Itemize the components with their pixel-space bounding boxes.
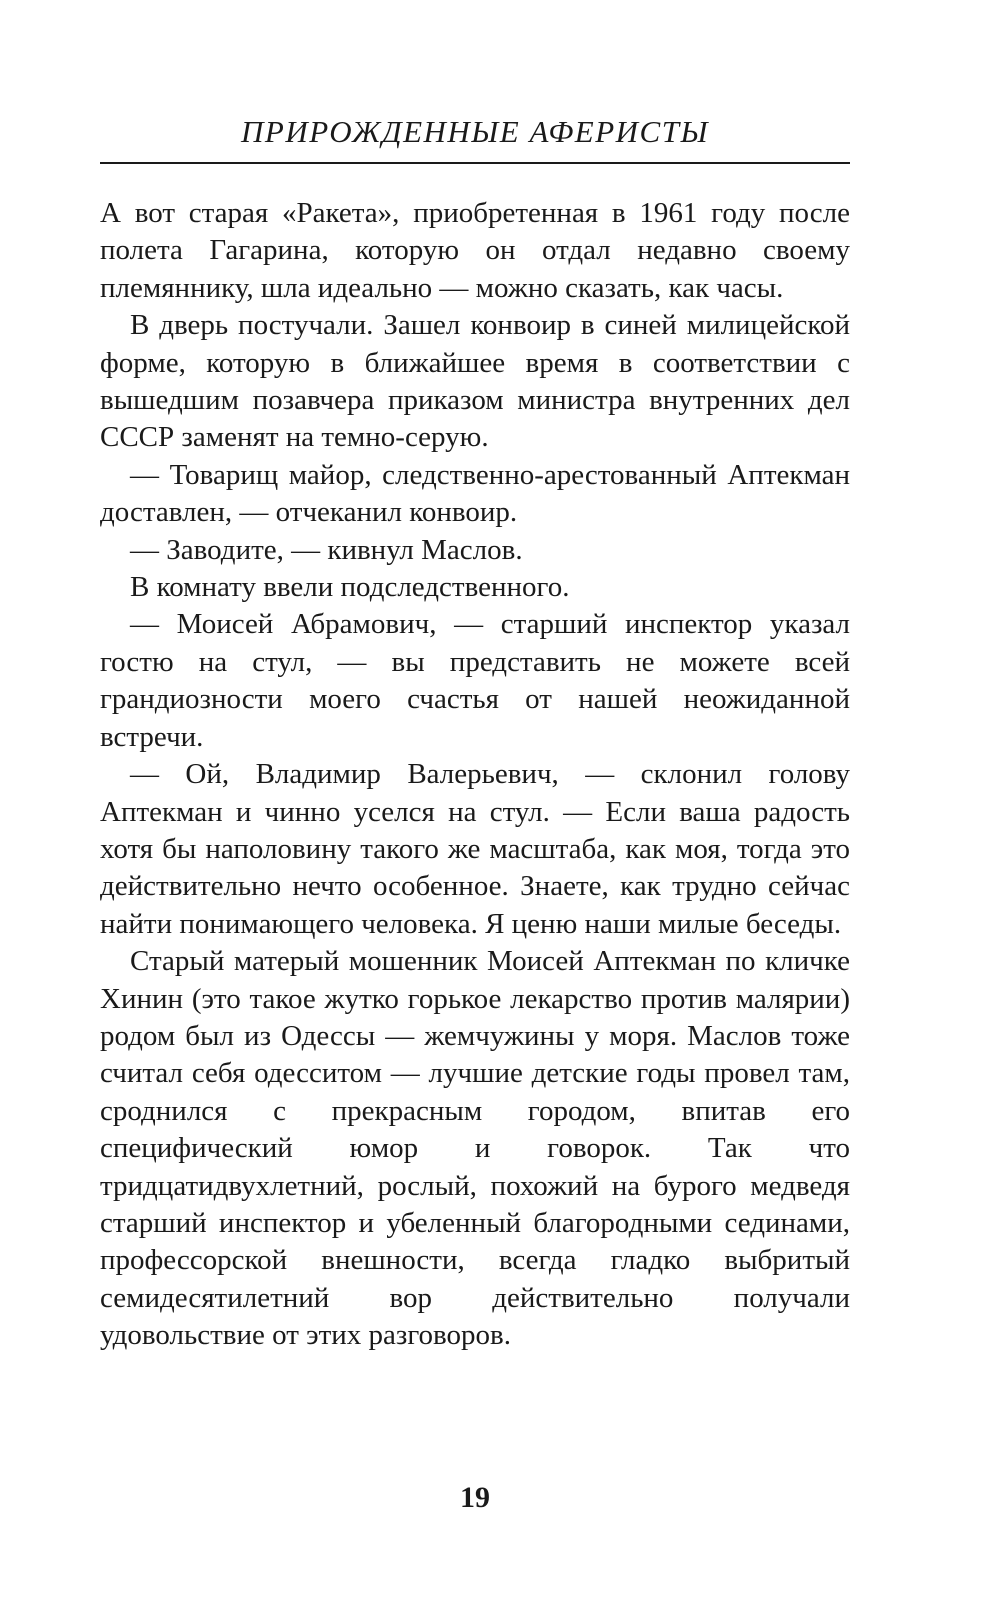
paragraph: — Моисей Абрамович, — старший инспектор указал гостю на стул, — вы представить не можете всей грандиозности моего счастья от нашей неожиданной встречи. [100,608,850,753]
running-head: ПРИРОЖДЕННЫЕ АФЕРИСТЫ [241,114,709,149]
page-number: 19 [460,1481,490,1514]
paragraph: В комнату ввели подследственного. [130,571,570,604]
paragraph: — Товарищ майор, следственно-арестованный Аптекман доставлен, — отчеканил конвоир. [100,458,850,529]
body-text [100,195,850,1355]
paragraph: А вот старая «Ракета», приобретенная в 1961 году после полета Гагарина, которую он отдал недавно своему племяннику, шла идеально — можно сказать, как часы. [100,197,850,304]
paragraph: Старый матерый мошенник Моисей Аптекман по кличке Хинин (это такое жутко горькое лекарство против малярии) родом был из Одессы — жемчужины у моря. Маслов тоже считал себя одесситом — лучшие детские годы провел там, сроднился с прекрасным городом, впитав его специфический юмор и говорок. Так что тридцатидвухлетний, рослый, похожий на бурого медведя старший инспектор и убеленный благородными сединами, профессорской внешности, всегда гладко выбритый семидесятилетний вор действительно получали удовольствие от этих разговоров. [100,945,850,1352]
header-rule [100,162,850,164]
paragraph: — Заводите, — кивнул Маслов. [130,533,523,566]
paragraph: В дверь постучали. Зашел конвоир в синей милицейской форме, которую в ближайшее время в соответствии с вышедшим позавчера приказом министра внутренних дел СССР заменят на темно-серую. [100,309,850,454]
paragraph: — Ой, Владимир Валерьевич, — склонил голову Аптекман и чинно уселся на стул. — Если ваша радость хотя бы наполовину такого же масштаба, как моя, тогда это действительно нечто особенное. Знаете, как трудно сейчас найти понимающего человека. Я ценю наши милые беседы. [100,758,850,940]
